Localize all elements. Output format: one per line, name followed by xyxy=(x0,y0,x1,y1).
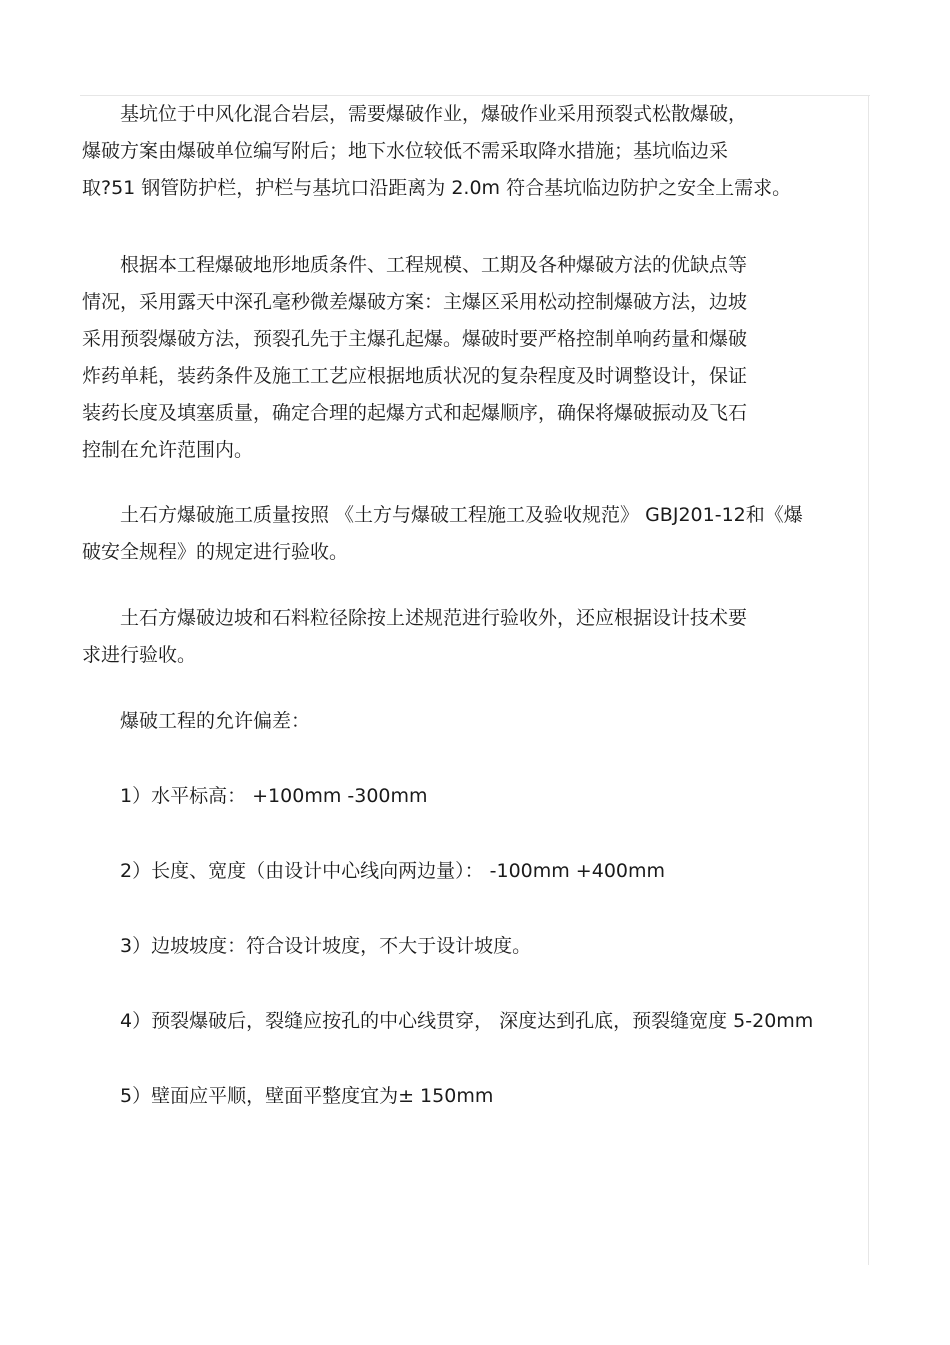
text-line: 土石方爆破施工质量按照 《土方与爆破工程施工及验收规范》 GBJ201-12和《爆 xyxy=(120,504,803,526)
list-item: 2）长度、宽度（由设计中心线向两边量）： -100mm +400mm xyxy=(120,860,666,882)
document-body xyxy=(82,96,872,1115)
text-line: 取?51 钢管防护栏，护栏与基坑口沿距离为 2.0m 符合基坑临边防护之安全上需求。 xyxy=(82,177,792,199)
text-line: 破安全规程》的规定进行验收。 xyxy=(82,541,349,563)
tolerance-list xyxy=(82,778,872,1115)
text-line: 爆破工程的允许偏差： xyxy=(120,710,311,732)
list-item: 4）预裂爆破后，裂缝应按孔的中心线贯穿， 深度达到孔底，预裂缝宽度 5-20mm xyxy=(120,1010,814,1032)
list-item: 3）边坡坡度：符合设计坡度，不大于设计坡度。 xyxy=(120,935,532,957)
paragraph-foundation-pit xyxy=(82,96,872,207)
paragraph-slope-acceptance xyxy=(82,600,872,674)
paragraph-quality-acceptance xyxy=(82,497,872,571)
text-line: 装药长度及填塞质量，确定合理的起爆方式和起爆顺序，确保将爆破振动及飞石 xyxy=(82,402,748,424)
text-line: 求进行验收。 xyxy=(82,644,197,666)
text-line: 根据本工程爆破地形地质条件、工程规模、工期及各种爆破方法的优缺点等 xyxy=(120,254,748,276)
list-item: 5）壁面应平顺，壁面平整度宜为± 150mm xyxy=(120,1085,494,1107)
paragraph-blasting-plan xyxy=(82,247,872,469)
list-item: 1）水平标高： +100mm -300mm xyxy=(120,785,428,807)
text-line: 控制在允许范围内。 xyxy=(82,439,254,461)
text-line: 炸药单耗，装药条件及施工工艺应根据地质状况的复杂程度及时调整设计，保证 xyxy=(82,365,748,387)
text-line: 土石方爆破边坡和石料粒径除按上述规范进行验收外，还应根据设计技术要 xyxy=(120,607,748,629)
text-line: 情况，采用露天中深孔毫秒微差爆破方案：主爆区采用松动控制爆破方法，边坡 xyxy=(82,291,748,313)
paragraph-tolerance-heading xyxy=(82,703,872,740)
text-line: 基坑位于中风化混合岩层，需要爆破作业，爆破作业采用预裂式松散爆破， xyxy=(120,103,748,125)
text-line: 爆破方案由爆破单位编写附后；地下水位较低不需采取降水措施；基坑临边采 xyxy=(82,140,729,162)
text-line: 采用预裂爆破方法，预裂孔先于主爆孔起爆。爆破时要严格控制单响药量和爆破 xyxy=(82,328,748,350)
